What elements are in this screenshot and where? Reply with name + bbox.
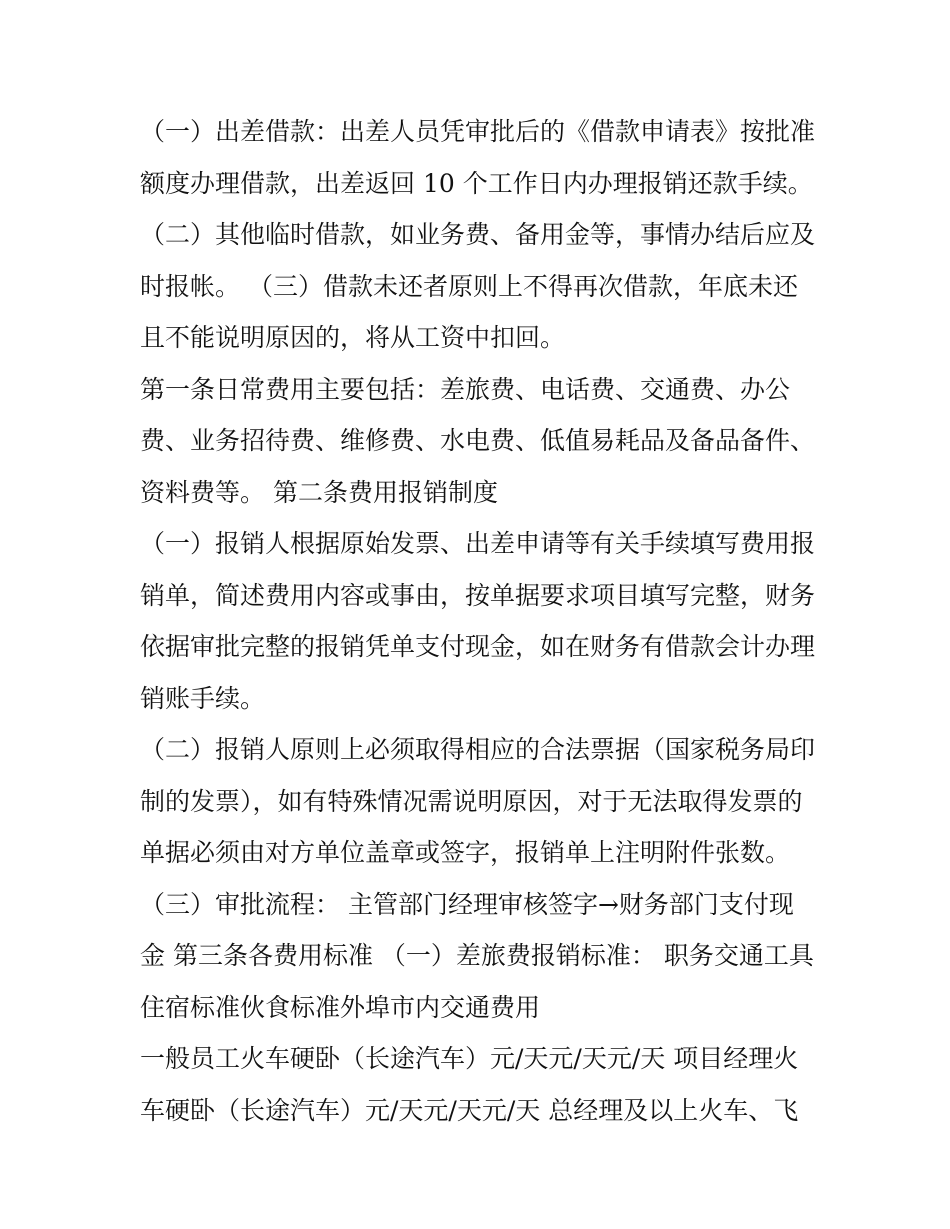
text-line: （二）其他临时借款，如业务费、备用金等，事情办结后应及	[140, 220, 816, 249]
text-line: （三）审批流程： 主管部门经理审核签字→财务部门支付现	[140, 889, 794, 919]
text-line: 费、业务招待费、维修费、水电费、低值易耗品及备品备件、	[140, 426, 816, 455]
text-line: 车硬卧（长途汽车）元/天元/天元/天 总经理及以上火车、飞	[140, 1095, 799, 1125]
text-line: 销账手续。	[140, 683, 266, 713]
text-line: 资料费等。 第二条费用报销制度	[140, 477, 498, 507]
text-line: 依据审批完整的报销凭单支付现金，如在财务有借款会计办理	[140, 632, 816, 661]
text-line: 一般员工火车硬卧（长途汽车）元/天元/天元/天 项目经理火	[140, 1044, 799, 1073]
text-line: （一）出差借款：出差人员凭审批后的《借款申请表》按批准	[140, 117, 816, 146]
text-line: 金 第三条各费用标准 （一）差旅费报销标准： 职务交通工具	[140, 941, 814, 970]
text-line: 单据必须由对方单位盖章或签字，报销单上注明附件张数。	[140, 838, 791, 867]
text-line: 时报帐。 （三）借款未还者原则上不得再次借款，年底未还	[140, 271, 798, 301]
text-line: 且不能说明原因的，将从工资中扣回。	[140, 323, 566, 352]
text-line: 住宿标准伙食标准外埠市内交通费用	[140, 992, 541, 1022]
text-line: 第一条日常费用主要包括：差旅费、电话费、交通费、办公	[140, 374, 791, 404]
text-line: 销单，简述费用内容或事由，按单据要求项目填写完整，财务	[140, 580, 816, 610]
text-line: 制的发票），如有特殊情况需说明原因，对于无法取得发票的	[140, 786, 803, 816]
text-line: 额度办理借款，出差返回 10 个工作日内办理报销还款手续。	[140, 168, 813, 198]
document-body	[140, 106, 820, 1136]
text-line: （一）报销人根据原始发票、出差申请等有关手续填写费用报	[140, 529, 816, 558]
text-line: （二）报销人原则上必须取得相应的合法票据（国家税务局印	[140, 735, 816, 764]
